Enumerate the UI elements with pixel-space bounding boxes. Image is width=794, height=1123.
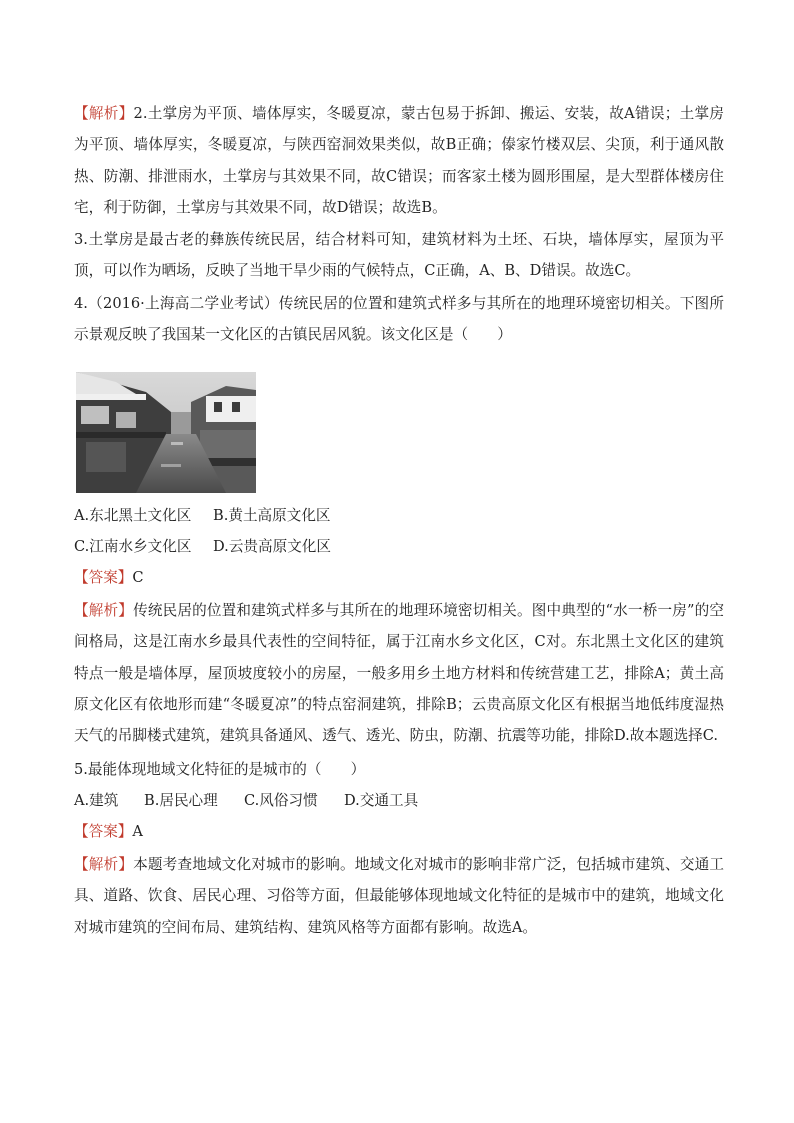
explanation-tag: 【解析】 (74, 602, 134, 619)
q4-stem: 4.（2016·上海高二学业考试）传统民居的位置和建筑式样多与其所在的地理环境密切相关。下图所示景观反映了我国某一文化区的古镇民居风貌。该文化区是（ ） (74, 295, 724, 344)
water-town-photo (76, 372, 256, 493)
answer-tag: 【答案】 (74, 823, 133, 840)
explanation-tag: 【解析】 (74, 105, 134, 122)
q4-explanation-text: 传统民居的位置和建筑式样多与其所在的地理环境密切相关。图中典型的“水一桥一房”的空间格局，这是江南水乡最具代表性的空间特征，属于江南水乡文化区，C对。东北黑土文化区的建筑特点一般是墙体厚，屋顶坡度较小的房屋，一般多用乡土地方材料和传统营建工艺，排除A；黄土高原文化区有依地形而建“冬暖夏凉”的特点窑洞建筑，排除B；云贵高原文化区有根据当地低纬度湿热天气的吊脚楼式建筑，建筑具备通风、透气、透光、防虫，防潮、抗震等功能，排除D.故本题选择C. (74, 602, 724, 745)
q5-option-b[interactable]: B.居民心理 (144, 792, 218, 809)
q5-option-a[interactable]: A.建筑 (74, 792, 119, 809)
q3-explanation-text: 3.土掌房是最古老的彝族传统民居，结合材料可知，建筑材料为土坯、石块，墙体厚实，屋顶为平顶，可以作为晒场，反映了当地干旱少雨的气候特点，C正确，A、B、D错误。故选C。 (74, 231, 724, 280)
q4-option-a[interactable]: A.东北黑土文化区 (74, 507, 192, 524)
q5-options-row (74, 785, 418, 816)
q4-option-b[interactable]: B.黄土高原文化区 (213, 507, 331, 524)
answer-tag: 【答案】 (74, 569, 133, 586)
explanation-tag: 【解析】 (74, 856, 134, 873)
q4-option-d[interactable]: D.云贵高原文化区 (213, 538, 331, 555)
q5-option-c[interactable]: C.风俗习惯 (244, 792, 318, 809)
q5-explanation-text: 本题考查地域文化对城市的影响。地域文化对城市的影响非常广泛，包括城市建筑、交通工具、道路、饮食、居民心理、习俗等方面，但最能够体现地域文化特征的是城市中的建筑，地域文化对城市建筑的空间布局、建筑结构、建筑风格等方面都有影响。故选A。 (74, 856, 724, 936)
water-town-image (76, 372, 256, 493)
q5-option-d[interactable]: D.交通工具 (344, 792, 419, 809)
q4-option-c[interactable]: C.江南水乡文化区 (74, 538, 192, 555)
q5-answer (74, 816, 724, 847)
q4-answer (74, 562, 724, 593)
q4-options-row-1 (74, 500, 331, 531)
q5-stem: 5.最能体现地域文化特征的是城市的（ ） (74, 761, 366, 778)
q4-explanation (74, 595, 724, 751)
q4-answer-value: C (132, 569, 144, 586)
q2-explanation-text: 2.土掌房为平顶、墙体厚实，冬暖夏凉，蒙古包易于拆卸、搬运、安装，故A错误；土掌房为平顶、墙体厚实，冬暖夏凉，与陕西窑洞效果类似，故B正确；傣家竹楼双层、尖顶，利于通风散热、防潮、排泄雨水，土掌房与其效果不同，故C错误；而客家土楼为圆形围屋，是大型群体楼房住宅，利于防御，土掌房与其效果不同，故D错误；故选B。 (74, 105, 724, 216)
q2-explanation (74, 98, 724, 223)
q5-answer-value: A (132, 823, 143, 840)
q5-explanation (74, 849, 724, 943)
q3-explanation (74, 224, 724, 287)
q4-options-row-2 (74, 531, 331, 562)
